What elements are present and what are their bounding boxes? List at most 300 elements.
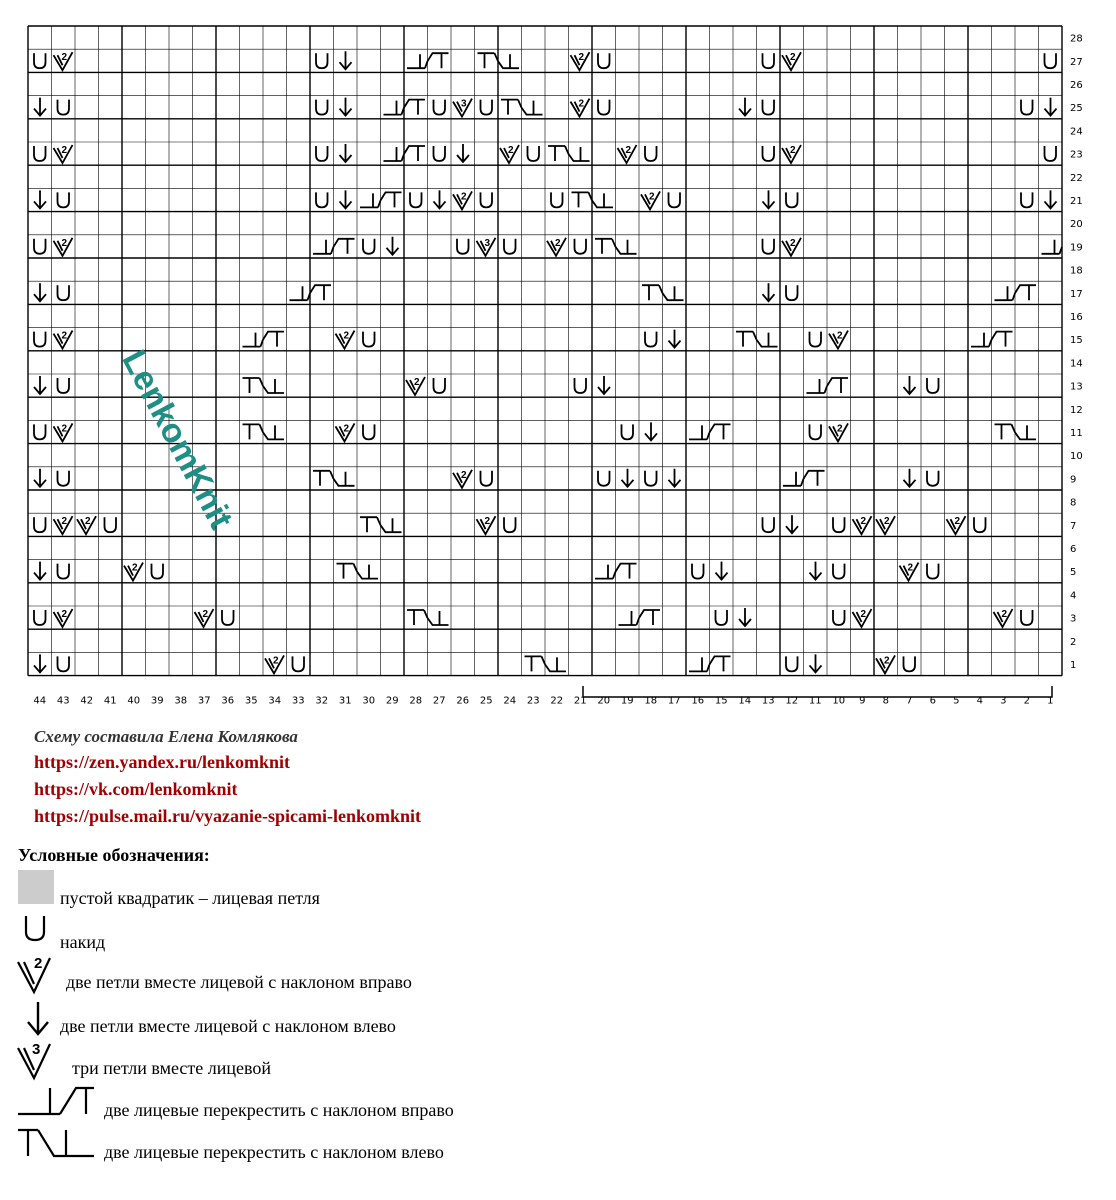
cross-right-b-symbol — [992, 332, 1013, 347]
column-number: 31 — [338, 695, 352, 707]
cross-left-a-symbol — [313, 471, 334, 486]
cross-right-b-symbol — [381, 192, 402, 207]
yo-symbol — [316, 100, 328, 115]
svg-text:2: 2 — [790, 237, 796, 249]
svg-text:2: 2 — [61, 52, 68, 64]
column-number: 22 — [550, 695, 564, 707]
legend-text: накид — [60, 932, 106, 952]
yo-symbol — [763, 146, 775, 161]
svg-text:2: 2 — [1001, 609, 1008, 620]
column-number: 18 — [644, 695, 658, 707]
yo-symbol — [316, 53, 328, 68]
yo-symbol — [58, 192, 70, 207]
cross-left-b-symbol — [263, 379, 284, 393]
svg-text:2: 2 — [625, 145, 632, 156]
cross-right-b-symbol — [710, 656, 731, 671]
column-number: 9 — [859, 695, 866, 707]
cross-right-a-symbol — [384, 101, 405, 115]
yo-symbol — [363, 239, 375, 254]
yo-symbol — [833, 564, 845, 579]
yo-symbol — [598, 53, 610, 68]
row-number: 10 — [1070, 451, 1083, 463]
k3tog-symbol — [453, 99, 472, 117]
k2tog-right-symbol — [406, 377, 425, 395]
column-number: 34 — [268, 695, 282, 707]
yo-symbol — [763, 100, 775, 115]
cross-left-b-symbol — [663, 286, 684, 300]
k2tog-right-symbol — [782, 145, 801, 163]
k2tog-left-symbol — [34, 562, 46, 580]
pulse-link[interactable]: https://pulse.mail.ru/vyazanie-spicami-lenkomknit — [34, 806, 422, 826]
k2tog-left-symbol — [457, 144, 469, 162]
k2tog-right-symbol — [453, 470, 472, 488]
row-number: 7 — [1070, 520, 1077, 532]
yo-symbol — [974, 517, 986, 532]
k2tog-right-symbol — [782, 52, 801, 70]
k2tog-left-symbol — [786, 515, 798, 533]
yo-symbol — [58, 100, 70, 115]
k2tog-left-symbol — [434, 190, 446, 208]
row-number: 25 — [1070, 103, 1083, 115]
column-number: 39 — [150, 695, 164, 707]
k3tog-icon — [16, 1038, 64, 1082]
k2tog-left-symbol — [340, 144, 352, 162]
cross-right-a-symbol — [619, 611, 640, 625]
row-number: 24 — [1070, 126, 1083, 138]
yo-symbol — [316, 146, 328, 161]
cross-right-b-symbol — [804, 471, 825, 486]
watermark-text: LenkomKnit — [114, 344, 241, 536]
k2tog-right-symbol — [876, 655, 895, 673]
yo-symbol — [786, 656, 798, 671]
row-number: 8 — [1070, 497, 1077, 509]
k2tog-right-symbol — [336, 331, 355, 349]
k2tog-right-symbol — [195, 609, 214, 627]
yo-symbol — [481, 100, 493, 115]
k2tog-right-symbol — [829, 331, 848, 349]
column-number: 5 — [953, 695, 960, 707]
cross-right-b-symbol — [404, 100, 425, 115]
k2tog-right-symbol — [54, 516, 73, 534]
cross-left-b-symbol — [334, 472, 355, 486]
yo-symbol — [58, 285, 70, 300]
row-number: 4 — [1070, 590, 1077, 602]
yo-symbol — [34, 239, 46, 254]
column-number: 24 — [503, 695, 517, 707]
yo-symbol — [598, 100, 610, 115]
column-number: 20 — [597, 695, 611, 707]
yo-symbol — [598, 471, 610, 486]
cross-right-a-symbol — [783, 472, 804, 486]
yo-symbol — [716, 610, 728, 625]
column-number: 27 — [432, 695, 446, 707]
k2tog-left-symbol — [763, 190, 775, 208]
cross-left-b-symbol — [545, 657, 566, 671]
yo-symbol — [904, 656, 916, 671]
yo-symbol — [763, 239, 775, 254]
svg-text:2: 2 — [85, 516, 91, 528]
svg-text:2: 2 — [860, 609, 867, 620]
k2tog-right-symbol — [782, 238, 801, 256]
zen-link[interactable]: https://zen.yandex.ru/lenkomknit — [34, 752, 291, 772]
yo-symbol — [763, 53, 775, 68]
k2tog-left-symbol — [34, 98, 46, 116]
vk-link[interactable]: https://vk.com/lenkomknit — [34, 779, 238, 799]
k2tog-left-symbol — [598, 376, 610, 394]
k2tog-right-symbol — [876, 516, 895, 534]
yo-symbol — [645, 332, 657, 347]
k2tog-left-symbol — [739, 608, 751, 626]
svg-text:3: 3 — [461, 98, 467, 110]
yo-symbol — [34, 517, 46, 532]
column-number: 7 — [906, 695, 913, 707]
svg-text:2: 2 — [790, 145, 796, 156]
row-number: 13 — [1070, 381, 1083, 393]
k2tog-right-symbol — [54, 609, 73, 627]
cross-left-b-symbol — [357, 565, 378, 579]
cross-left-a-symbol — [995, 424, 1016, 439]
column-number: 13 — [761, 695, 775, 707]
row-number: 1 — [1070, 660, 1077, 671]
yo-symbol — [833, 517, 845, 532]
cross-right-icon — [16, 1080, 100, 1120]
cross-right-b-symbol — [334, 239, 355, 254]
k2tog-left-symbol — [34, 190, 46, 208]
k2tog-right-symbol — [54, 52, 73, 70]
k2tog-left-symbol — [810, 562, 822, 580]
column-number: 10 — [832, 695, 846, 707]
yo-symbol — [504, 239, 516, 254]
legend-text: две лицевые перекрестить с наклоном влево — [104, 1142, 444, 1162]
k2tog-right-symbol — [124, 563, 143, 581]
cross-right-b-symbol — [428, 53, 449, 68]
yo-symbol — [363, 424, 375, 439]
column-number: 15 — [714, 695, 728, 707]
row-number: 27 — [1070, 56, 1083, 68]
cross-right-a-symbol — [313, 240, 334, 254]
row-number: 6 — [1070, 544, 1077, 555]
cross-right-b-symbol — [616, 564, 637, 579]
yo-symbol — [58, 564, 70, 579]
column-number: 1 — [1047, 695, 1054, 707]
svg-text:2: 2 — [578, 98, 585, 110]
cross-left-b-symbol — [522, 101, 543, 115]
cross-right-a-symbol — [689, 425, 710, 439]
svg-text:2: 2 — [61, 516, 68, 528]
row-number: 26 — [1070, 80, 1083, 91]
svg-text:2: 2 — [907, 562, 914, 574]
cross-left-a-symbol — [478, 53, 499, 68]
cross-left-a-symbol — [360, 517, 381, 532]
k2tog-right-symbol — [54, 238, 73, 256]
column-number: 28 — [409, 695, 423, 707]
k2tog-left-symbol — [622, 469, 634, 487]
legend-text: три петли вместе лицевой — [72, 1058, 271, 1078]
yo-symbol — [927, 471, 939, 486]
row-number: 19 — [1070, 242, 1083, 254]
yo-symbol — [34, 332, 46, 347]
svg-text:3: 3 — [484, 237, 491, 249]
column-number: 41 — [103, 695, 117, 707]
cross-left-a-symbol — [595, 239, 616, 254]
k2tog-right-symbol — [77, 516, 96, 534]
column-number: 42 — [80, 695, 94, 707]
svg-text:2: 2 — [34, 955, 43, 972]
column-number: 43 — [56, 695, 70, 707]
column-number: 35 — [244, 695, 258, 707]
svg-text:2: 2 — [273, 655, 279, 667]
yo-symbol — [833, 610, 845, 625]
row-number: 5 — [1070, 567, 1077, 579]
k2tog-right-symbol — [500, 145, 519, 163]
column-number: 38 — [174, 695, 188, 707]
column-number: 23 — [526, 695, 540, 707]
cross-left-a-symbol — [407, 610, 428, 625]
cross-right-a-symbol — [243, 333, 264, 347]
svg-text:2: 2 — [884, 655, 890, 667]
row-number: 14 — [1070, 358, 1083, 370]
svg-text:3: 3 — [32, 1041, 41, 1058]
yo-symbol — [434, 378, 446, 393]
cross-right-a-symbol — [807, 379, 828, 393]
k2tog-right-icon — [16, 952, 64, 996]
column-number: 11 — [808, 695, 822, 707]
yo-symbol — [575, 378, 587, 393]
k2tog-left-symbol — [340, 190, 352, 208]
svg-text:2: 2 — [884, 516, 890, 528]
row-number: 23 — [1070, 149, 1083, 161]
cross-left-a-symbol — [642, 285, 663, 300]
k2tog-left-icon — [16, 1000, 56, 1040]
row-number: 16 — [1070, 312, 1083, 323]
svg-text:2: 2 — [343, 330, 350, 342]
k2tog-right-symbol — [829, 423, 848, 441]
yo-symbol — [152, 564, 164, 579]
author-credit: Схему составила Елена Комлякова — [34, 727, 298, 746]
row-number: 22 — [1070, 172, 1083, 184]
k2tog-right-symbol — [453, 191, 472, 209]
yo-symbol — [34, 424, 46, 439]
cross-right-b-symbol — [404, 146, 425, 161]
cross-left-b-symbol — [592, 193, 613, 207]
yo-symbol — [34, 53, 46, 68]
k2tog-right-symbol — [547, 238, 566, 256]
row-number: 3 — [1070, 613, 1077, 625]
k2tog-left-symbol — [340, 51, 352, 69]
k2tog-right-symbol — [54, 331, 73, 349]
cross-right-a-symbol — [384, 147, 405, 161]
chart-symbols — [34, 51, 1062, 673]
yo-symbol — [434, 146, 446, 161]
k2tog-right-symbol — [853, 516, 872, 534]
yo-symbol — [575, 239, 587, 254]
cross-left-b-symbol — [381, 518, 402, 532]
cross-right-b-symbol — [639, 610, 660, 625]
cross-left-b-symbol — [498, 54, 519, 68]
yo-symbol — [457, 239, 469, 254]
yo-symbol — [481, 471, 493, 486]
cross-right-a-symbol — [1042, 240, 1063, 254]
yo-symbol — [293, 656, 305, 671]
svg-text:2: 2 — [343, 423, 350, 435]
cross-left-icon — [16, 1124, 100, 1164]
column-number: 6 — [929, 695, 936, 707]
cross-right-b-symbol — [310, 285, 331, 300]
legend-text: пустой квадратик – лицевая петля — [60, 888, 320, 908]
svg-text:2: 2 — [954, 516, 961, 528]
row-numbers — [1070, 34, 1083, 671]
k2tog-right-symbol — [571, 99, 590, 117]
svg-text:2: 2 — [860, 516, 867, 528]
column-number: 40 — [127, 695, 141, 707]
cross-right-b-symbol — [1015, 285, 1036, 300]
cross-right-a-symbol — [407, 54, 428, 68]
k2tog-right-symbol — [265, 655, 284, 673]
cross-right-a-symbol — [595, 565, 616, 579]
svg-text:2: 2 — [508, 145, 514, 156]
cross-left-a-symbol — [572, 192, 593, 207]
k2tog-right-symbol — [477, 516, 496, 534]
column-number: 30 — [362, 695, 376, 707]
yo-symbol — [810, 424, 822, 439]
k2tog-left-symbol — [904, 469, 916, 487]
row-number: 21 — [1070, 196, 1083, 207]
column-number: 33 — [291, 695, 305, 707]
row-number: 20 — [1070, 219, 1083, 231]
yo-symbol — [669, 192, 681, 207]
cross-left-b-symbol — [428, 611, 449, 625]
svg-text:2: 2 — [461, 469, 467, 481]
row-number: 15 — [1070, 335, 1083, 347]
column-number: 29 — [385, 695, 399, 707]
k2tog-right-symbol — [54, 145, 73, 163]
k2tog-right-symbol — [571, 52, 590, 70]
column-number: 14 — [738, 695, 752, 707]
cross-left-a-symbol — [525, 656, 546, 671]
k2tog-right-symbol — [641, 191, 660, 209]
column-number: 26 — [456, 695, 470, 707]
svg-text:2: 2 — [837, 423, 843, 435]
svg-text:2: 2 — [484, 516, 491, 528]
k2tog-right-symbol — [853, 609, 872, 627]
k2tog-left-symbol — [716, 562, 728, 580]
yo-symbol — [58, 471, 70, 486]
k2tog-left-symbol — [810, 654, 822, 672]
column-number: 37 — [197, 695, 211, 707]
yo-symbol — [786, 285, 798, 300]
k2tog-left-symbol — [669, 330, 681, 348]
yo-symbol — [1021, 100, 1033, 115]
cross-right-b-symbol — [263, 332, 284, 347]
cross-right-a-symbol — [290, 286, 311, 300]
yo-symbol — [551, 192, 563, 207]
cross-left-b-symbol — [1015, 425, 1036, 439]
yo-symbol — [222, 610, 234, 625]
yo-symbol — [363, 332, 375, 347]
empty-square-icon — [16, 868, 56, 908]
row-number: 17 — [1070, 288, 1083, 300]
yo-symbol — [316, 192, 328, 207]
k2tog-left-symbol — [1045, 190, 1057, 208]
cross-left-a-symbol — [243, 378, 264, 393]
svg-text:2: 2 — [790, 52, 796, 64]
yo-symbol — [528, 146, 540, 161]
cross-left-a-symbol — [243, 424, 264, 439]
column-number: 21 — [573, 695, 587, 707]
svg-text:2: 2 — [461, 191, 467, 203]
column-number: 17 — [667, 695, 681, 707]
cross-left-b-symbol — [616, 240, 637, 254]
yo-symbol — [1045, 146, 1057, 161]
yo-symbol — [927, 564, 939, 579]
column-number: 16 — [691, 695, 705, 707]
svg-text:2: 2 — [61, 609, 68, 620]
k2tog-left-symbol — [34, 283, 46, 301]
yo-symbol — [763, 517, 775, 532]
column-number: 4 — [976, 695, 983, 707]
yo-symbol — [810, 332, 822, 347]
k2tog-left-symbol — [645, 422, 657, 440]
yo-symbol — [1021, 192, 1033, 207]
svg-text:2: 2 — [61, 423, 68, 435]
cross-left-a-symbol — [501, 100, 522, 115]
yo-symbol — [434, 100, 446, 115]
k2tog-right-symbol — [336, 423, 355, 441]
cross-left-a-symbol — [548, 146, 569, 161]
yo-symbol — [34, 146, 46, 161]
yo-symbol — [34, 610, 46, 625]
k2tog-left-symbol — [1045, 98, 1057, 116]
legend-title: Условные обозначения: — [18, 845, 210, 865]
row-number: 18 — [1070, 265, 1083, 277]
legend-text: две петли вместе лицевой с наклоном вправо — [66, 972, 412, 992]
cross-right-a-symbol — [689, 657, 710, 671]
cross-right-b-symbol — [710, 424, 731, 439]
yo-symbol — [645, 146, 657, 161]
yo-symbol — [692, 564, 704, 579]
column-number: 3 — [1000, 695, 1007, 707]
cross-left-a-symbol — [736, 332, 757, 347]
column-number: 8 — [882, 695, 889, 707]
yo-symbol — [927, 378, 939, 393]
yo-symbol — [622, 424, 634, 439]
k2tog-left-symbol — [904, 376, 916, 394]
k2tog-left-symbol — [669, 469, 681, 487]
svg-text:2: 2 — [132, 562, 138, 574]
row-number: 11 — [1070, 428, 1083, 439]
yo-symbol — [58, 378, 70, 393]
k2tog-left-symbol — [340, 98, 352, 116]
row-number: 28 — [1070, 33, 1083, 45]
column-number: 36 — [221, 695, 235, 707]
column-number: 32 — [315, 695, 329, 707]
yo-symbol — [1045, 53, 1057, 68]
cross-left-b-symbol — [757, 333, 778, 347]
yo-symbol — [786, 192, 798, 207]
k2tog-left-symbol — [34, 376, 46, 394]
svg-text:2: 2 — [578, 52, 585, 64]
svg-text:2: 2 — [649, 191, 655, 203]
svg-text:2: 2 — [202, 609, 209, 620]
svg-text:2: 2 — [414, 377, 420, 388]
k2tog-right-symbol — [54, 423, 73, 441]
yo-symbol — [504, 517, 516, 532]
legend-text: две петли вместе лицевой с наклоном влево — [60, 1016, 396, 1036]
yo-symbol — [481, 192, 493, 207]
yo-symbol — [58, 656, 70, 671]
row-number: 12 — [1070, 404, 1083, 416]
k2tog-right-symbol — [900, 563, 919, 581]
